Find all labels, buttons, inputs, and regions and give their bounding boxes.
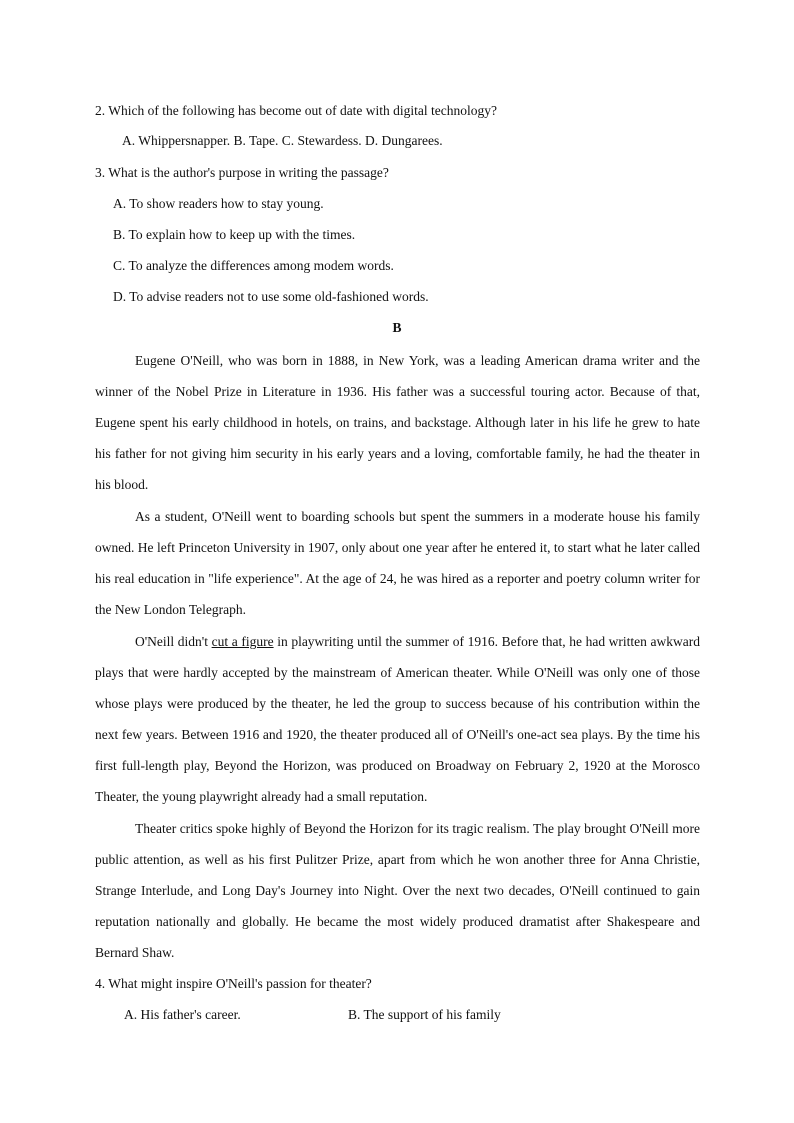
question-3-option-b: B. To explain how to keep up with the times. <box>113 227 356 242</box>
passage-paragraph-1: Eugene O'Neill, who was born in 1888, in New York, was a leading American drama writer and the winner of the Nobel Prize in Literature in 1936. His father was a successful touring actor. Because of that, Eugene spent his early childhood in hotels, on trains, and backstage. Although later in his life he grew to hate his father for not giving him security in his early years and a loving, comfortable family, he had the theater in his blood. <box>95 353 700 492</box>
question-2-stem: 2. Which of the following has become out of date with digital technology? <box>95 103 498 118</box>
question-3-option-a: A. To show readers how to stay young. <box>113 196 324 211</box>
paragraph-3-rest: in playwriting until the summer of 1916. Before that, he had written awkward plays that were hardly accepted by the mainstream of American theater. While O'Neill was only one of those whose plays were produced by the theater, he led the group to success because of his contribution within the next few years. Between 1916 and 1920, the theater produced all of O'Neill's one-act sea plays. By the time his first full-length play, Beyond the Horizon, was produced on Broadway on February 2, 1920 at the Morosco Theater, the young playwright already had a small reputation. <box>95 634 701 804</box>
question-4-stem: 4. What might inspire O'Neill's passion for theater? <box>95 976 372 991</box>
passage-paragraph-4: Theater critics spoke highly of Beyond the Horizon for its tragic realism. The play brought O'Neill more public attention, as well as his first Pulitzer Prize, apart from which he won another three for Anna Christie, Strange Interlude, and Long Day's Journey into Night. Over the next two decades, O'Neill continued to gain reputation nationally and globally. He became the most widely produced dramatist after Shakespeare and Bernard Shaw. <box>95 821 700 960</box>
question-4-option-a: A. His father's career. <box>124 1007 241 1022</box>
paragraph-3-lead: O'Neill didn't <box>135 634 212 649</box>
section-heading: B <box>392 320 402 335</box>
passage-paragraph-3 <box>95 626 700 812</box>
question-3-option-c: C. To analyze the differences among modem words. <box>113 258 394 273</box>
underlined-phrase: cut a figure <box>211 634 274 649</box>
question-2-options: A. Whippersnapper. B. Tape. C. Stewardess. D. Dungarees. <box>122 133 443 148</box>
question-4-option-b: B. The support of his family <box>348 1007 501 1022</box>
passage-paragraph-2: As a student, O'Neill went to boarding schools but spent the summers in a moderate house his family owned. He left Princeton University in 1907, only about one year after he entered it, to start what he later called his real education in "life experience". At the age of 24, he was hired as a reporter and poetry column writer for the New London Telegraph. <box>95 509 700 617</box>
question-3-option-d: D. To advise readers not to use some old-fashioned words. <box>113 289 429 304</box>
question-3-stem: 3. What is the author's purpose in writing the passage? <box>95 165 389 180</box>
